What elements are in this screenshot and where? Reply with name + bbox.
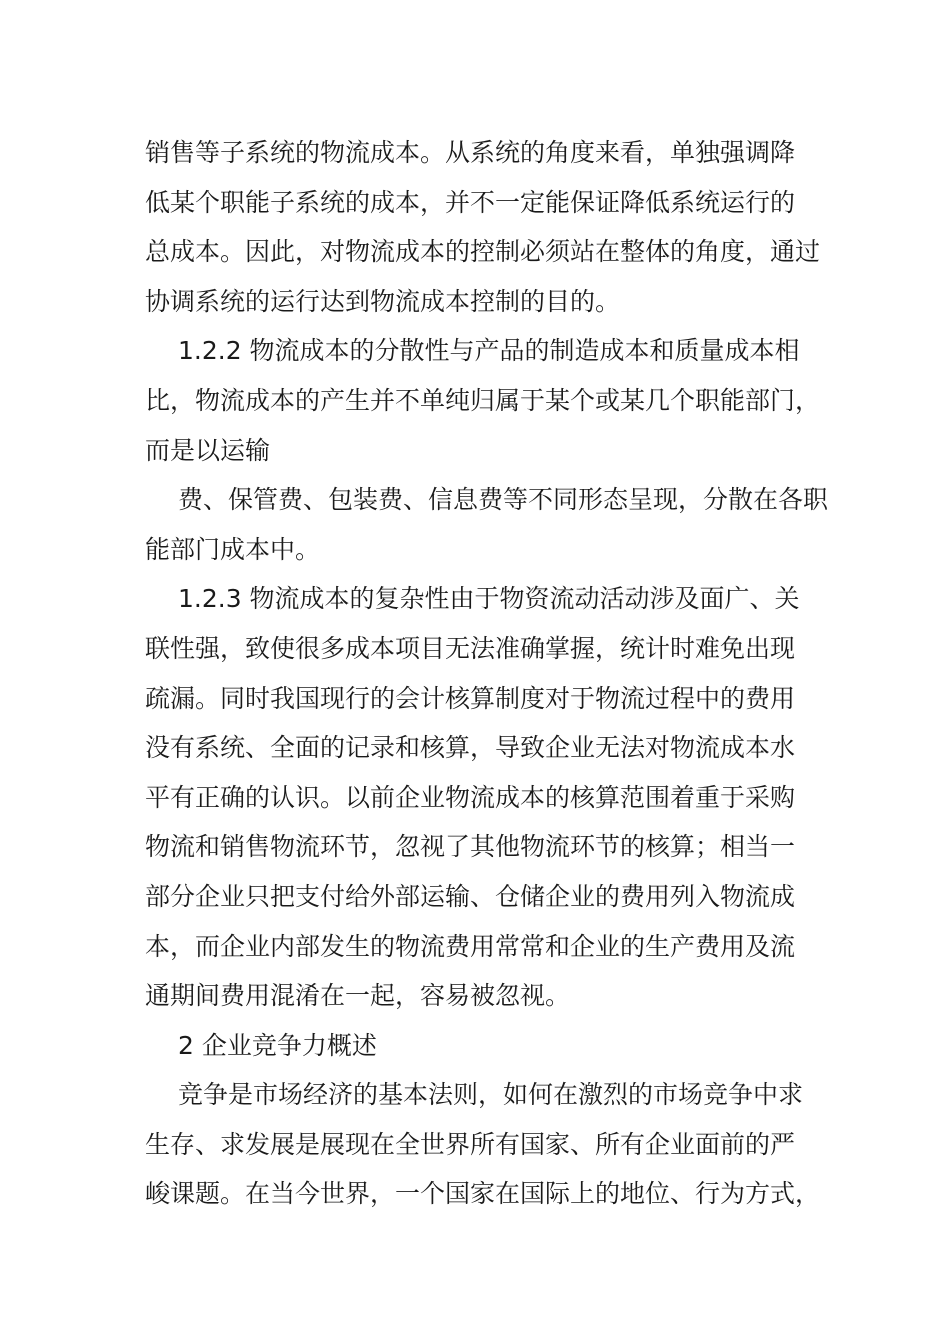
text-line: 比，物流成本的产生并不单纯归属于某个或某几个职能部门， <box>145 385 821 415</box>
section-heading-1-2-3: 1.2.3 物流成本的复杂性由于物资流动活动涉及面广、关 <box>178 584 800 614</box>
text-line: 费、保管费、包装费、信息费等不同形态呈现，分散在各职 <box>178 485 829 515</box>
text-line: 疏漏。同时我国现行的会计核算制度对于物流过程中的费用 <box>145 683 796 713</box>
text-line: 联性强，致使很多成本项目无法准确掌握，统计时难免出现 <box>145 633 796 663</box>
text-line: 能部门成本中。 <box>145 534 321 564</box>
text-line: 销售等子系统的物流成本。从系统的角度来看，单独强调降 <box>145 138 796 167</box>
text-line: 峻课题。在当今世界，一个国家在国际上的地位、行为方式， <box>145 1179 821 1209</box>
text-line: 竞争是市场经济的基本法则，如何在激烈的市场竞争中求 <box>178 1080 804 1110</box>
text-line: 生存、求发展是展现在全世界所有国家、所有企业面前的严 <box>145 1129 796 1159</box>
text-line: 部分企业只把支付给外部运输、仓储企业的费用列入物流成 <box>145 881 796 911</box>
text-line: 平有正确的认识。以前企业物流成本的核算范围着重于采购 <box>145 782 796 812</box>
text-line: 没有系统、全面的记录和核算，导致企业无法对物流成本水 <box>145 733 796 763</box>
body-text <box>145 128 829 1219</box>
section-heading-2: 2 企业竞争力概述 <box>178 1030 377 1060</box>
text-line: 本，而企业内部发生的物流费用常常和企业的生产费用及流 <box>145 931 796 961</box>
text-line: 协调系统的运行达到物流成本控制的目的。 <box>145 286 621 316</box>
section-heading-1-2-2: 1.2.2 物流成本的分散性与产品的制造成本和质量成本相 <box>178 336 800 366</box>
text-line: 通期间费用混淆在一起，容易被忽视。 <box>145 981 571 1011</box>
text-line: 而是以运输 <box>145 435 271 465</box>
text-line: 低某个职能子系统的成本，并不一定能保证降低系统运行的 <box>145 187 796 217</box>
text-line: 总成本。因此，对物流成本的控制必须站在整体的角度，通过 <box>145 237 821 267</box>
text-line: 物流和销售物流环节，忽视了其他物流环节的核算；相当一 <box>145 832 796 862</box>
